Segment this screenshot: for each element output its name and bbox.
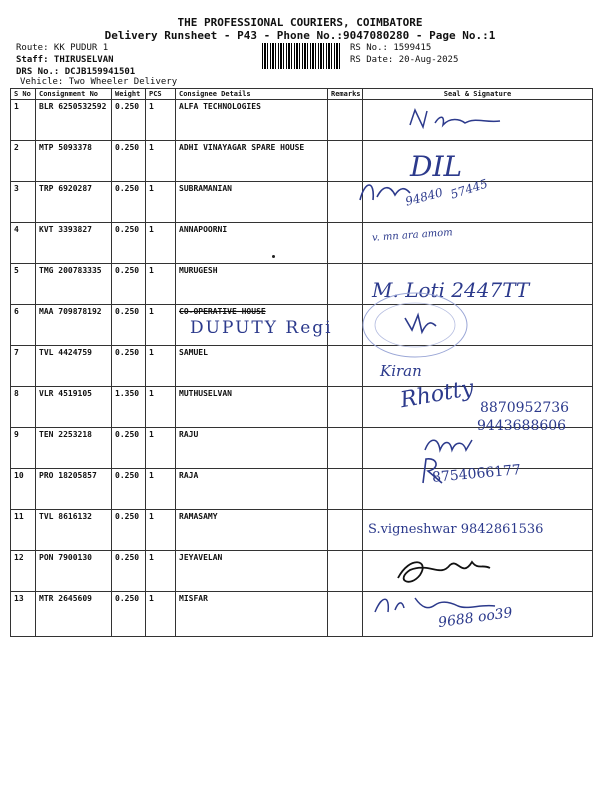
cell-sno: 5 xyxy=(11,264,36,305)
cell-sno: 13 xyxy=(11,592,36,637)
cell-weight: 0.250 xyxy=(112,141,146,182)
table-row xyxy=(11,223,593,264)
cell-consignee: SAMUEL xyxy=(176,346,328,387)
cell-consignment: PON 7900130 xyxy=(36,551,112,592)
cell-sno: 12 xyxy=(11,551,36,592)
col-pcs: PCS xyxy=(146,89,176,100)
cell-weight: 0.250 xyxy=(112,469,146,510)
cell-remarks xyxy=(328,346,363,387)
signature-row8: Rhotty xyxy=(398,375,476,414)
signature-row2: DIL xyxy=(410,150,463,183)
cell-sno: 8 xyxy=(11,387,36,428)
signature-row5: M. Loti 2447TT xyxy=(372,278,530,302)
cell-pcs: 1 xyxy=(146,387,176,428)
cell-remarks xyxy=(328,305,363,346)
runsheet-table xyxy=(10,88,593,637)
cell-weight: 0.250 xyxy=(112,346,146,387)
cell-weight: 0.250 xyxy=(112,223,146,264)
cell-pcs: 1 xyxy=(146,551,176,592)
cell-consignment: MTP 5093378 xyxy=(36,141,112,182)
cell-sno: 2 xyxy=(11,141,36,182)
vehicle-label: Vehicle: Two Wheeler Delivery xyxy=(20,77,178,87)
phone-row10: 8754066177 xyxy=(431,462,522,486)
table-row xyxy=(11,346,593,387)
cell-weight: 0.250 xyxy=(112,428,146,469)
cell-pcs: 1 xyxy=(146,592,176,637)
signature-row7: Kiran xyxy=(380,362,422,380)
signature-row11: S.vigneshwar 9842861536 xyxy=(368,522,544,537)
staff-label: Staff: THIRUSELVAN xyxy=(16,55,114,65)
cell-consignment: TRP 6920287 xyxy=(36,182,112,223)
cell-sno: 3 xyxy=(11,182,36,223)
table-row xyxy=(11,551,593,592)
cell-pcs: 1 xyxy=(146,469,176,510)
col-signature: Seal & Signature xyxy=(363,89,593,100)
cell-sno: 7 xyxy=(11,346,36,387)
signature-scribble-1 xyxy=(405,105,515,135)
cell-pcs: 1 xyxy=(146,510,176,551)
cell-remarks xyxy=(328,387,363,428)
cell-consignment: TVL 4424759 xyxy=(36,346,112,387)
cell-consignment: BLR 6250532592 xyxy=(36,100,112,141)
cell-weight: 0.250 xyxy=(112,510,146,551)
seal-stamp-icon xyxy=(360,290,475,360)
runsheet-subtitle: Delivery Runsheet - P43 - Phone No.:9047080280 - Page No.:1 xyxy=(104,29,496,42)
cell-remarks xyxy=(328,100,363,141)
table-row xyxy=(11,182,593,223)
phone-row13: 9688 oo39 xyxy=(437,604,514,632)
cell-remarks xyxy=(328,223,363,264)
cell-weight: 0.250 xyxy=(112,182,146,223)
phone-row9b: 9443688606 xyxy=(477,418,567,434)
cell-consignee: RAMASAMY xyxy=(176,510,328,551)
rs-date: RS Date: 20-Aug-2025 xyxy=(350,55,459,65)
cell-pcs: 1 xyxy=(146,223,176,264)
phone-row9a: 8870952736 xyxy=(480,400,570,416)
cell-consignee: JEYAVELAN xyxy=(176,551,328,592)
cell-weight: 0.250 xyxy=(112,305,146,346)
cell-consignee: ANNAPOORNI xyxy=(176,223,328,264)
table-row xyxy=(11,141,593,182)
cell-remarks xyxy=(328,469,363,510)
cell-sno: 1 xyxy=(11,100,36,141)
route-label: Route: KK PUDUR 1 xyxy=(16,43,109,53)
cell-remarks xyxy=(328,428,363,469)
cell-pcs: 1 xyxy=(146,305,176,346)
cell-consignment: TMG 200783335 xyxy=(36,264,112,305)
drs-label: DRS No.: DCJB159941501 xyxy=(16,67,136,77)
cell-signature xyxy=(363,223,593,264)
cell-consignment: TVL 8616132 xyxy=(36,510,112,551)
cell-consignment: MAA 709878192 xyxy=(36,305,112,346)
cell-weight: 0.250 xyxy=(112,100,146,141)
col-consignment: Consignment No xyxy=(36,89,112,100)
cell-consignment: MTR 2645609 xyxy=(36,592,112,637)
cell-consignee: MISFAR xyxy=(176,592,328,637)
cell-pcs: 1 xyxy=(146,264,176,305)
cell-weight: 0.250 xyxy=(112,264,146,305)
cell-sno: 9 xyxy=(11,428,36,469)
col-weight: Weight xyxy=(112,89,146,100)
cell-sno: 4 xyxy=(11,223,36,264)
cell-sno: 11 xyxy=(11,510,36,551)
ink-dot xyxy=(272,255,275,258)
cell-pcs: 1 xyxy=(146,346,176,387)
cell-sno: 10 xyxy=(11,469,36,510)
signature-row3a: 94840 xyxy=(403,185,445,209)
table-header xyxy=(11,89,593,100)
cell-sno: 6 xyxy=(11,305,36,346)
cell-pcs: 1 xyxy=(146,428,176,469)
rs-number: RS No.: 1599415 xyxy=(350,43,432,53)
cell-consignment: KVT 3393827 xyxy=(36,223,112,264)
cell-consignee: MURUGESH xyxy=(176,264,328,305)
cell-consignment: PRO 18205857 xyxy=(36,469,112,510)
cell-consignment: TEN 2253218 xyxy=(36,428,112,469)
cell-weight: 0.250 xyxy=(112,551,146,592)
cell-remarks xyxy=(328,551,363,592)
signature-row3b: 57445 xyxy=(448,176,490,202)
barcode xyxy=(262,43,342,69)
cell-consignee: ALFA TECHNOLOGIES xyxy=(176,100,328,141)
cell-consignee: CO-OPERATIVE HOUSE xyxy=(176,305,328,346)
cell-remarks xyxy=(328,592,363,637)
cell-consignee: ADHI VINAYAGAR SPARE HOUSE xyxy=(176,141,328,182)
col-consignee: Consignee Details xyxy=(176,89,328,100)
company-title: THE PROFESSIONAL COURIERS, COIMBATORE xyxy=(177,16,423,29)
cell-consignment: VLR 4519105 xyxy=(36,387,112,428)
signature-scribble-12 xyxy=(390,550,500,590)
cell-pcs: 1 xyxy=(146,182,176,223)
cell-weight: 0.250 xyxy=(112,592,146,637)
cell-consignee: MUTHUSELVAN xyxy=(176,387,328,428)
cell-remarks xyxy=(328,510,363,551)
cell-weight: 1.350 xyxy=(112,387,146,428)
cell-pcs: 1 xyxy=(146,100,176,141)
cell-remarks xyxy=(328,264,363,305)
cell-consignee: RAJU xyxy=(176,428,328,469)
signature-row4: v. mn ara amom xyxy=(371,227,454,244)
cell-consignee: SUBRAMANIAN xyxy=(176,182,328,223)
cell-consignee: RAJA xyxy=(176,469,328,510)
col-sno: S No xyxy=(11,89,36,100)
col-remarks: Remarks xyxy=(328,89,363,100)
cell-pcs: 1 xyxy=(146,141,176,182)
handwritten-duputy-regi: DUPUTY Regi xyxy=(190,318,333,338)
